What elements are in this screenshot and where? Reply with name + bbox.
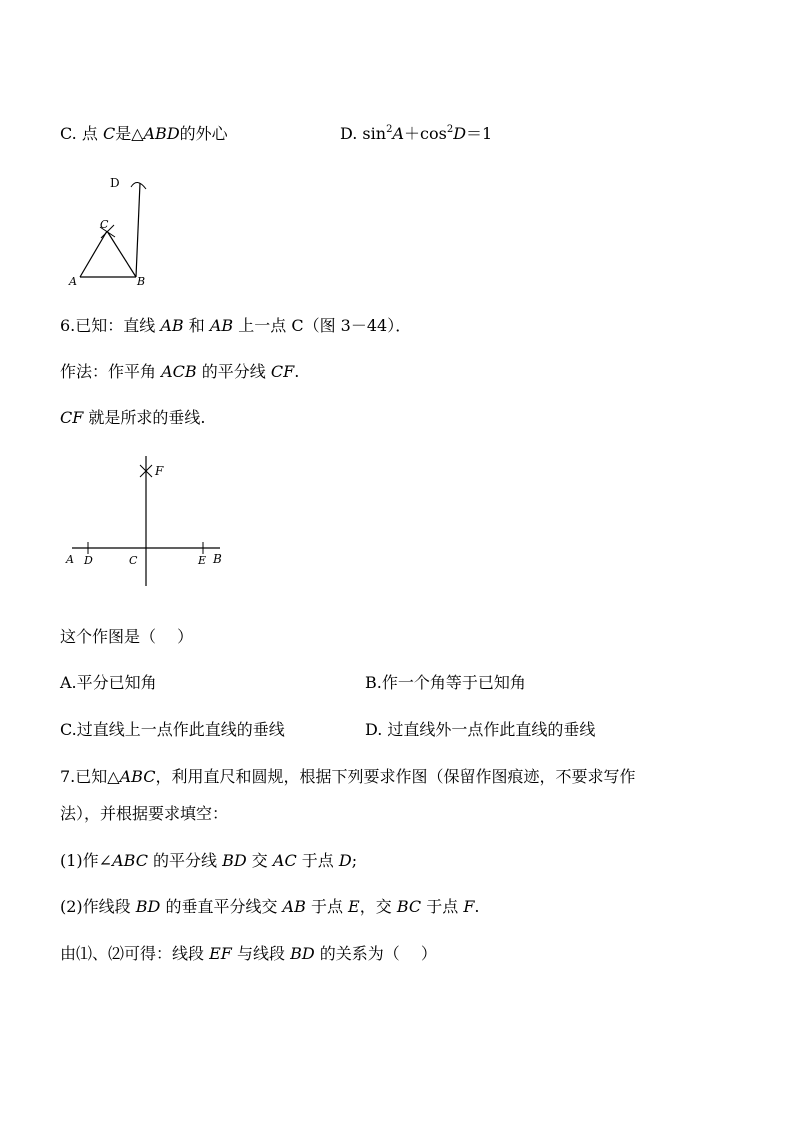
text: 和	[183, 316, 210, 335]
triangle-figure	[60, 165, 170, 295]
math-var: AC	[272, 851, 297, 870]
option-text: ＋cos	[404, 124, 447, 143]
q7-step-1	[60, 851, 357, 871]
label-a: A	[66, 553, 74, 566]
math-var: CF	[60, 408, 84, 427]
text: 由⑴、⑵可得：线段	[60, 944, 210, 963]
math-var: ACB	[161, 362, 197, 381]
math-var: BD	[222, 851, 247, 870]
label-a: A	[69, 275, 77, 288]
text: 作法：作平角	[60, 362, 162, 381]
math-var: A	[392, 124, 404, 143]
label-b: B	[137, 275, 146, 288]
option-text: D. sin	[340, 124, 387, 143]
label-f: F	[155, 464, 164, 478]
text: 的平分线	[196, 362, 271, 381]
segment-bd	[136, 183, 140, 277]
q6-option-b: B.作一个角等于已知角	[365, 673, 526, 692]
q7-conclusion	[60, 944, 437, 964]
q6-option-d: D. 过直线外一点作此直线的垂线	[365, 720, 596, 739]
arc-mark	[131, 182, 146, 189]
segment-ac	[80, 231, 107, 277]
math-var: F	[463, 897, 475, 916]
math-var: BD	[290, 944, 315, 963]
text: 的关系为（ ）	[314, 944, 437, 963]
q6-given	[60, 316, 411, 336]
math-var: AB	[209, 316, 234, 335]
math-var: C	[102, 124, 116, 143]
label-b: B	[213, 552, 222, 566]
label-e: E	[198, 554, 207, 567]
text: 上一点 C（图 3－44）．	[233, 316, 412, 335]
text: 的平分线	[147, 851, 223, 870]
option-c-q5	[60, 124, 228, 144]
text: (1)作∠	[60, 851, 113, 870]
math-var: BC	[396, 897, 422, 916]
label-d: D	[84, 554, 93, 567]
math-var: ABC	[119, 767, 156, 786]
text: ;	[351, 851, 358, 870]
q7-instruction: 法），并根据要求填空：	[60, 804, 229, 823]
text: 于点	[421, 897, 464, 916]
text: 6.已知：直线	[60, 316, 161, 335]
label-d: D	[110, 176, 120, 190]
label-c: C	[129, 554, 138, 567]
exponent: 2	[446, 123, 454, 135]
text: 7.已知△	[60, 767, 120, 786]
math-var: D	[338, 851, 352, 870]
q7-step-2	[60, 897, 480, 917]
option-text: 是△	[115, 124, 144, 143]
math-var: D	[453, 124, 467, 143]
option-text: C. 点	[60, 124, 103, 143]
text: 于点	[296, 851, 339, 870]
text: 交	[246, 851, 273, 870]
text: (2)作线段	[60, 897, 136, 916]
math-var: CF	[270, 362, 295, 381]
exponent: 2	[386, 123, 393, 135]
text: .	[294, 362, 300, 381]
math-var: AB	[282, 897, 306, 916]
math-var: EF	[209, 944, 232, 963]
text: .	[474, 897, 480, 916]
math-var: ABD	[143, 124, 180, 143]
q6-option-c: C.过直线上一点作此直线的垂线	[60, 720, 285, 739]
text: 于点	[305, 897, 349, 916]
q6-result	[60, 408, 206, 428]
q7-given	[60, 767, 635, 787]
perpendicular-figure	[62, 450, 232, 590]
q6-option-a: A.平分已知角	[60, 673, 157, 692]
option-text: 的外心	[179, 124, 228, 143]
option-text: ＝1	[466, 124, 493, 143]
label-c: C	[100, 218, 109, 231]
math-var: ABC	[112, 851, 148, 870]
segment-cb	[107, 231, 136, 277]
math-var: E	[348, 897, 360, 916]
math-var: AB	[160, 316, 184, 335]
text: ，交	[359, 897, 397, 916]
q6-question: 这个作图是（ ）	[60, 627, 194, 646]
text: 的垂直平分线交	[160, 897, 283, 916]
option-d-q5	[340, 124, 492, 144]
text: 就是所求的垂线.	[83, 408, 206, 427]
text: 与线段	[231, 944, 291, 963]
q6-method	[60, 362, 299, 382]
math-var: BD	[135, 897, 161, 916]
text: ，利用直尺和圆规，根据下列要求作图（保留作图痕迹，不要求写作	[155, 767, 636, 786]
